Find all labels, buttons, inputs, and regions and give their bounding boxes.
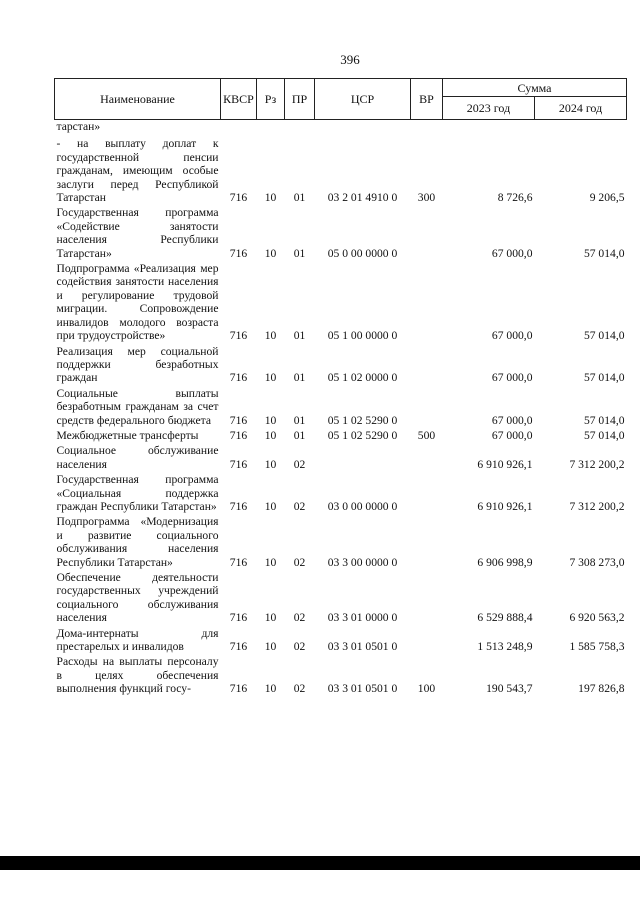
table-row	[55, 137, 627, 206]
row-name: Межбюджетные трансферты	[56, 428, 199, 442]
row-amount-2024: 6 920 563,2	[569, 611, 625, 625]
row-kvsr: 716	[229, 682, 248, 696]
row-pr: 02	[293, 640, 306, 654]
row-pr: 01	[293, 371, 306, 385]
row-csr: 03 3 01 0501 0	[327, 640, 398, 654]
row-amount-2023: 6 910 926,1	[477, 499, 533, 513]
row-rz: 10	[264, 640, 277, 654]
row-pr	[285, 120, 315, 138]
row-csr	[315, 120, 411, 138]
row-csr: 03 3 00 0000 0	[327, 555, 398, 569]
table-row	[55, 444, 627, 473]
row-kvsr: 716	[229, 640, 248, 654]
row-kvsr: 716	[229, 329, 248, 343]
row-rz: 10	[264, 371, 277, 385]
row-amount-2024: 1 585 758,3	[569, 640, 625, 654]
row-kvsr: 716	[229, 457, 248, 471]
page-number: 396	[340, 52, 360, 67]
row-pr: 02	[293, 682, 306, 696]
table-row	[55, 120, 627, 138]
row-amount-2023: 67 000,0	[491, 428, 533, 442]
table-row	[55, 429, 627, 444]
header-rz: Рз	[257, 79, 285, 120]
row-amount-2024: 7 308 273,0	[569, 555, 625, 569]
row-amount-2023: 67 000,0	[491, 329, 533, 343]
row-name: Государственная программа «Социальная поддержка граждан Республики Татарстан»	[56, 473, 219, 513]
row-vr	[411, 571, 443, 627]
row-name: Государственная программа «Содействие занятости населения Республики Татарстан»	[56, 206, 219, 260]
row-csr: 03 2 01 4910 0	[327, 191, 398, 205]
row-amount-2024: 9 206,5	[589, 191, 625, 205]
row-vr: 100	[417, 682, 436, 696]
budget-table	[54, 78, 627, 698]
row-amount-2023: 6 529 888,4	[477, 611, 533, 625]
row-csr: 05 1 00 0000 0	[327, 329, 398, 343]
table-row	[55, 515, 627, 571]
row-amount-2024: 57 014,0	[583, 371, 625, 385]
row-kvsr	[221, 120, 257, 138]
row-rz: 10	[264, 191, 277, 205]
row-name: тарстан»	[56, 120, 101, 133]
row-amount-2024	[535, 120, 627, 138]
table-body	[55, 120, 627, 698]
header-year-2023: 2023 год	[443, 97, 535, 120]
row-csr	[315, 444, 411, 473]
row-pr: 01	[293, 428, 306, 442]
row-vr	[411, 627, 443, 656]
table-row	[55, 473, 627, 515]
row-vr	[411, 515, 443, 571]
row-vr	[411, 206, 443, 262]
row-amount-2024: 57 014,0	[583, 428, 625, 442]
row-csr: 05 1 02 5290 0	[327, 413, 398, 427]
row-amount-2023: 190 543,7	[486, 682, 533, 696]
row-kvsr: 716	[229, 611, 248, 625]
table-row	[55, 655, 627, 697]
header-kvsr: КВСР	[221, 79, 257, 120]
table-row	[55, 262, 627, 344]
row-pr: 01	[293, 329, 306, 343]
row-vr	[411, 120, 443, 138]
row-amount-2023: 1 513 248,9	[477, 640, 533, 654]
row-amount-2023: 67 000,0	[491, 246, 533, 260]
row-csr: 03 0 00 0000 0	[327, 499, 398, 513]
row-amount-2024: 197 826,8	[578, 682, 625, 696]
row-csr: 03 3 01 0501 0	[327, 682, 398, 696]
row-pr: 01	[293, 246, 306, 260]
row-amount-2023: 6 906 998,9	[477, 555, 533, 569]
row-csr: 05 1 02 0000 0	[327, 371, 398, 385]
row-amount-2024: 57 014,0	[583, 329, 625, 343]
row-kvsr: 716	[229, 555, 248, 569]
row-name: Подпрограмма «Реализация мер содействия занятости населения и регулирование трудовой миграции. Сопровождение инвалидов молодого возраста при трудоустройстве»	[56, 262, 219, 343]
row-pr: 02	[293, 499, 306, 513]
table-row	[55, 627, 627, 656]
row-rz: 10	[264, 457, 277, 471]
table-row	[55, 206, 627, 262]
row-amount-2023: 6 910 926,1	[477, 457, 533, 471]
row-amount-2024: 7 312 200,2	[569, 499, 625, 513]
row-pr: 02	[293, 611, 306, 625]
row-kvsr: 716	[229, 246, 248, 260]
header-pr: ПР	[285, 79, 315, 120]
row-rz: 10	[264, 611, 277, 625]
row-name: Дома-интернаты для престарелых и инвалидов	[56, 626, 219, 654]
row-name: Расходы на выплаты персоналу в целях обеспечения выполнения функций госу-	[56, 655, 219, 696]
row-kvsr: 716	[229, 413, 248, 427]
row-kvsr: 716	[229, 191, 248, 205]
row-name: - на выплату доплат к государственной пенсии гражданам, имеющим особые заслуги перед Республикой Татарстан	[56, 137, 219, 205]
row-name: Социальное обслуживание населения	[56, 444, 219, 471]
header-year-2024: 2024 год	[535, 97, 627, 120]
table-row	[55, 345, 627, 387]
row-name: Подпрограмма «Модернизация и развитие социального обслуживания населения Республики Татарстан»	[56, 515, 219, 569]
row-pr: 02	[293, 555, 306, 569]
row-amount-2024: 57 014,0	[583, 246, 625, 260]
row-amount-2024: 57 014,0	[583, 413, 625, 427]
row-csr: 03 3 01 0000 0	[327, 611, 398, 625]
row-rz: 10	[264, 499, 277, 513]
row-pr: 01	[293, 413, 306, 427]
row-amount-2024: 7 312 200,2	[569, 457, 625, 471]
row-vr: 300	[417, 191, 436, 205]
row-rz	[257, 120, 285, 138]
row-rz: 10	[264, 329, 277, 343]
table-row	[55, 571, 627, 627]
row-pr: 02	[293, 457, 306, 471]
row-name: Обеспечение деятельности государственных учреждений социального обслуживания населения	[56, 571, 219, 625]
row-rz: 10	[264, 682, 277, 696]
row-vr	[411, 444, 443, 473]
header-name: Наименование	[55, 79, 221, 120]
row-rz: 10	[264, 246, 277, 260]
row-csr: 05 1 02 5290 0	[327, 428, 398, 442]
row-vr	[411, 262, 443, 344]
row-name: Реализация мер социальной поддержки безработных граждан	[56, 344, 219, 385]
row-rz: 10	[264, 428, 277, 442]
row-csr: 05 0 00 0000 0	[327, 246, 398, 260]
row-vr	[411, 473, 443, 515]
table-header	[55, 79, 627, 120]
row-amount-2023: 67 000,0	[491, 413, 533, 427]
scan-border-bar	[0, 856, 640, 870]
header-csr: ЦСР	[315, 79, 411, 120]
row-pr: 01	[293, 191, 306, 205]
row-vr	[411, 387, 443, 429]
row-amount-2023: 67 000,0	[491, 371, 533, 385]
row-name: Социальные выплаты безработным гражданам за счет средств федерального бюджета	[56, 386, 219, 427]
row-vr	[411, 345, 443, 387]
row-kvsr: 716	[229, 499, 248, 513]
row-rz: 10	[264, 555, 277, 569]
row-amount-2023: 8 726,6	[497, 191, 533, 205]
row-vr: 500	[417, 428, 436, 442]
row-kvsr: 716	[229, 371, 248, 385]
row-rz: 10	[264, 413, 277, 427]
table-row	[55, 387, 627, 429]
header-sum: Сумма	[443, 79, 627, 97]
header-vr: ВР	[411, 79, 443, 120]
row-kvsr: 716	[229, 428, 248, 442]
row-amount-2023	[443, 120, 535, 138]
